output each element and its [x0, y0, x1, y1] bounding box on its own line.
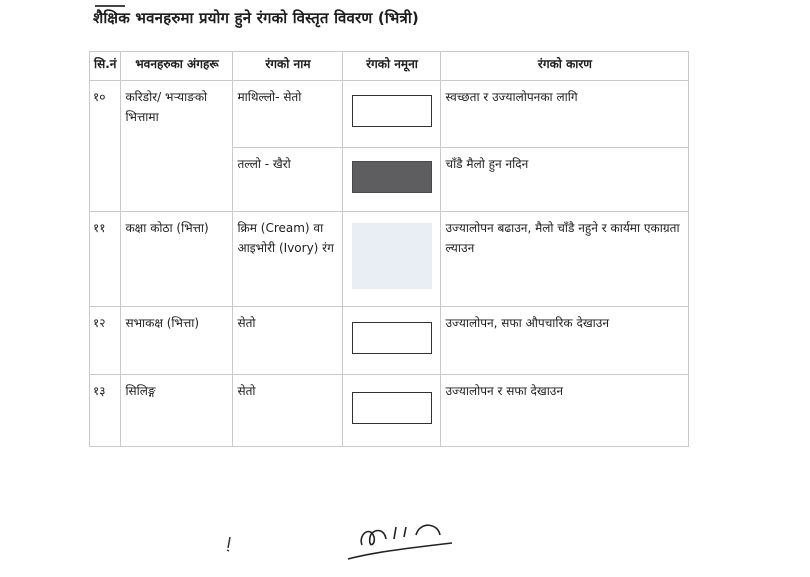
row-reason: स्वच्छता र उज्यालोपनका लागि: [441, 81, 689, 148]
color-swatch-white: [352, 322, 432, 354]
clipped-text-mark: [95, 0, 125, 7]
header-sample: रंगको नमूना: [343, 52, 441, 81]
pen-mark: [226, 536, 232, 552]
row-sn: १०: [90, 81, 121, 212]
row-sample: [343, 148, 441, 212]
page-title: शैक्षिक भवनहरुमा प्रयोग हुने रंगको विस्तृत विवरण (भित्री): [93, 9, 419, 27]
row-sn: १३: [90, 375, 121, 447]
table-row: [90, 375, 689, 447]
row-reason: उज्यालोपन र सफा देखाउन: [441, 375, 689, 447]
row-sample: [343, 81, 441, 148]
color-swatch-white: [352, 392, 432, 424]
row-color-name: सेतो: [233, 375, 343, 447]
row-sample: [343, 307, 441, 375]
table-row: [90, 212, 689, 307]
header-reason: रंगको कारण: [441, 52, 689, 81]
row-sample: [343, 212, 441, 307]
row-part: सभाकक्ष (भित्ता): [121, 307, 233, 375]
row-reason: उज्यालोपन, सफा औपचारिक देखाउन: [441, 307, 689, 375]
table-header-row: [90, 52, 689, 81]
row-part: करिडोर/ भऱ्याङको भित्तामा: [121, 81, 233, 212]
color-swatch-white: [352, 95, 432, 127]
color-swatch-cream: [352, 223, 432, 289]
row-sn: १२: [90, 307, 121, 375]
color-swatch-grey: [352, 161, 432, 193]
row-color-name: माथिल्लो- सेतो: [233, 81, 343, 148]
row-part: कक्षा कोठा (भित्ता): [121, 212, 233, 307]
row-sn: ११: [90, 212, 121, 307]
signature: [340, 515, 460, 565]
table-row: [90, 307, 689, 375]
color-detail-table: [89, 51, 689, 447]
header-part: भवनहरुका अंगहरू: [121, 52, 233, 81]
row-color-name: तल्लो - खैरो: [233, 148, 343, 212]
table-row: [90, 81, 689, 148]
row-color-name: सेतो: [233, 307, 343, 375]
header-sn: सि.नं: [90, 52, 121, 81]
header-color-name: रंगको नाम: [233, 52, 343, 81]
row-color-name: क्रिम (Cream) वा आइभोरी (Ivory) रंग: [233, 212, 343, 307]
row-part: सिलिङ्ग: [121, 375, 233, 447]
row-sample: [343, 375, 441, 447]
row-reason: चाँडै मैलो हुन नदिन: [441, 148, 689, 212]
row-reason: उज्यालोपन बढाउन, मैलो चाँडै नहुने र कार्यमा एकाग्रता ल्याउन: [441, 212, 689, 307]
